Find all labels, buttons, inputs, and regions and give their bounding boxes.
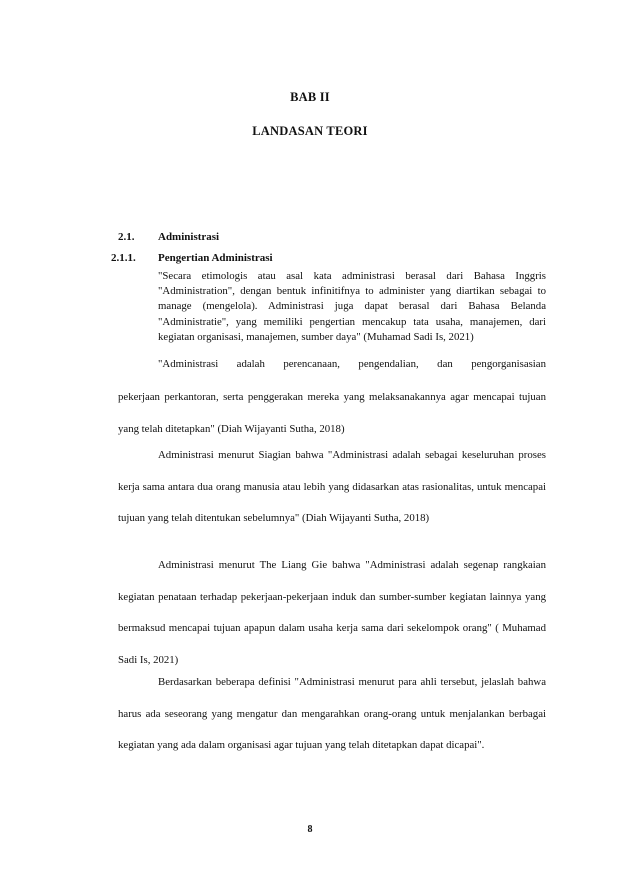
subsection-title: Pengertian Administrasi bbox=[158, 252, 273, 264]
chapter-heading: BAB II bbox=[290, 90, 330, 104]
quote-administrasi-first-line: "Administrasi adalah perencanaan, pengendalian, dan pengorganisasian bbox=[158, 358, 546, 370]
section-title: Administrasi bbox=[158, 231, 220, 243]
paragraph-conclusion: Berdasarkan beberapa definisi "Administrasi menurut para ahli tersebut, jelaslah bahwa harus ada seseorang yang mengatur dan mengarahkan orang-orang untuk menjalankan berbagai kegiatan yang ada dalam organisasi agar tujuan yang telah ditetapkan dapat dicapai". bbox=[118, 676, 546, 752]
subsection-number: 2.1.1. bbox=[111, 252, 136, 264]
paragraph-liang-gie: Administrasi menurut The Liang Gie bahwa "Administrasi adalah segenap rangkaian kegiatan penataan terhadap pekerjaan-pekerjaan induk dan sumber-sumber kegiatan lainnya yang bermaksud mencapai tujuan apapun dalam usaha kerja sama dari sekelompok orang" ( Muhamad Sadi Is, 2021) bbox=[118, 559, 546, 667]
section-number: 2.1. bbox=[118, 231, 135, 243]
quote-etymology: "Secara etimologis atau asal kata administrasi berasal dari Bahasa Inggris "Administration", dengan bentuk infinitifnya to administer yang diartikan sebagai to manage (mengelola). Administrasi juga dapat berasal dari Bahasa Belanda "Administratie", yang memiliki pengertian mencakup tata usaha, manajemen, dari kegiatan organisasi, manajemen, sumber daya" (Muhamad Sadi Is, 2021) bbox=[158, 270, 546, 343]
chapter-title: LANDASAN TEORI bbox=[252, 124, 368, 138]
page-number: 8 bbox=[307, 824, 313, 835]
quote-administrasi-continuation: pekerjaan perkantoran, serta penggerakan mereka yang melaksanakannya agar mencapai tujuan yang telah ditetapkan" (Diah Wijayanti Sutha, 2018) bbox=[118, 391, 546, 435]
paragraph-siagian: Administrasi menurut Siagian bahwa "Administrasi adalah sebagai keseluruhan proses kerja sama antara dua orang manusia atau lebih yang didasarkan atas rasionalitas, untuk mencapai tujuan yang telah ditentukan sebelumnya" (Diah Wijayanti Sutha, 2018) bbox=[118, 449, 546, 525]
